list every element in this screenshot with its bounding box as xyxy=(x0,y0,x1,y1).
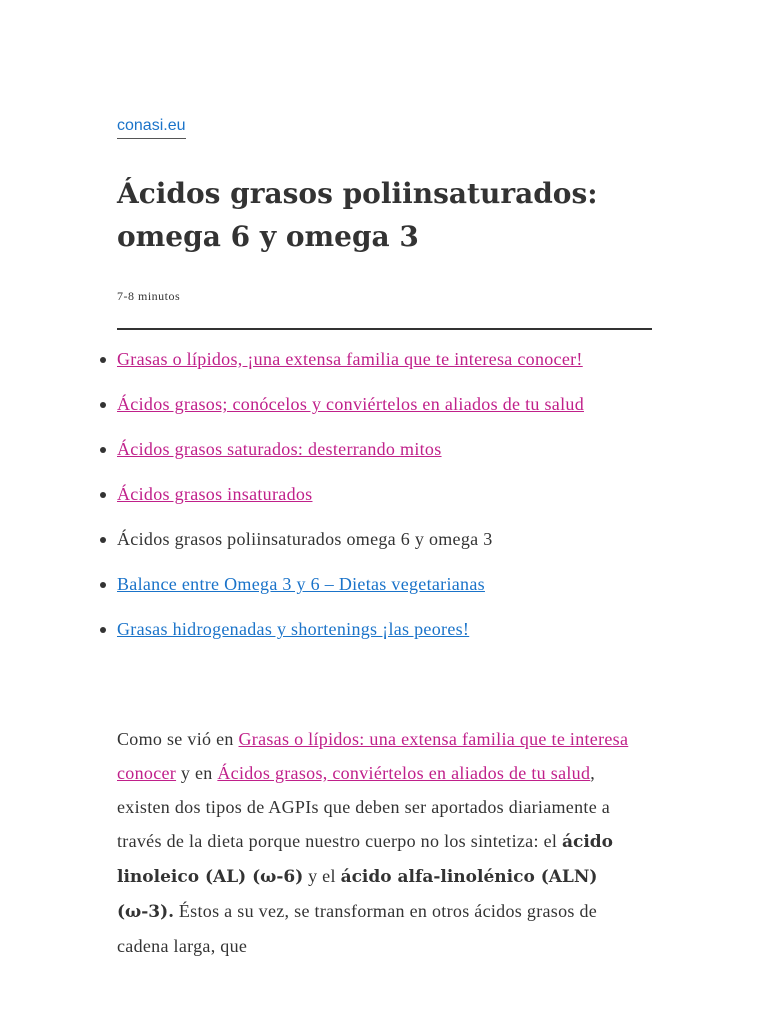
divider xyxy=(117,328,652,330)
paragraph-text: Como se vió en xyxy=(117,729,239,749)
list-item xyxy=(117,432,652,466)
bullet-icon xyxy=(100,627,106,633)
bullet-icon xyxy=(100,537,106,543)
series-current-item: Ácidos grasos poliinsaturados omega 6 y omega 3 xyxy=(117,529,493,549)
paragraph-text: Éstos a su vez, se transforman en otros ácidos grasos de cadena larga, que xyxy=(117,901,598,956)
source-link[interactable]: conasi.eu xyxy=(117,117,186,139)
list-item xyxy=(117,477,652,511)
series-link-hidrogenadas[interactable]: Grasas hidrogenadas y shortenings ¡las peores! xyxy=(117,619,470,639)
bold-term-linoleico: ácido linoleico (AL) (ω-6) xyxy=(117,832,614,887)
series-link-saturados[interactable]: Ácidos grasos saturados: desterrando mitos xyxy=(117,439,442,459)
list-item xyxy=(117,387,652,421)
list-item xyxy=(117,612,652,646)
paragraph-text: , existen dos tipos de AGPIs que deben ser aportados diariamente a través de la dieta porque nuestro cuerpo no los sintetiza: el xyxy=(117,763,611,851)
article-title: Ácidos grasos poliinsaturados: omega 6 y omega 3 xyxy=(117,177,598,253)
series-link-acidos-grasos[interactable]: Ácidos grasos; conócelos y conviértelos en aliados de tu salud xyxy=(117,394,584,414)
paragraph-text: y en xyxy=(176,763,218,783)
series-link-grasas-lipidos[interactable]: Grasas o lípidos, ¡una extensa familia que te interesa conocer! xyxy=(117,349,583,369)
bullet-icon xyxy=(100,582,106,588)
read-time: 7-8 minutos xyxy=(117,289,181,303)
inline-link-acidos-grasos[interactable]: Ácidos grasos, conviértelos en aliados de tu salud xyxy=(217,763,591,783)
paragraph-text: y el xyxy=(303,866,341,886)
list-item xyxy=(117,342,652,376)
bullet-icon xyxy=(100,492,106,498)
series-link-insaturados[interactable]: Ácidos grasos insaturados xyxy=(117,484,313,504)
article-paragraph xyxy=(117,722,652,963)
series-link-balance-omega[interactable]: Balance entre Omega 3 y 6 – Dietas vegetarianas xyxy=(117,574,485,594)
series-list xyxy=(117,342,652,657)
bullet-icon xyxy=(100,447,106,453)
bullet-icon xyxy=(100,402,106,408)
bullet-icon xyxy=(100,357,106,363)
inline-link-grasas-lipidos[interactable]: Grasas o lípidos: una extensa familia que te interesa conocer xyxy=(117,729,629,783)
list-item xyxy=(117,567,652,601)
list-item xyxy=(117,522,652,556)
bold-term-alfa-linolenico: ácido alfa-linolénico (ALN) (ω-3). xyxy=(117,867,598,922)
